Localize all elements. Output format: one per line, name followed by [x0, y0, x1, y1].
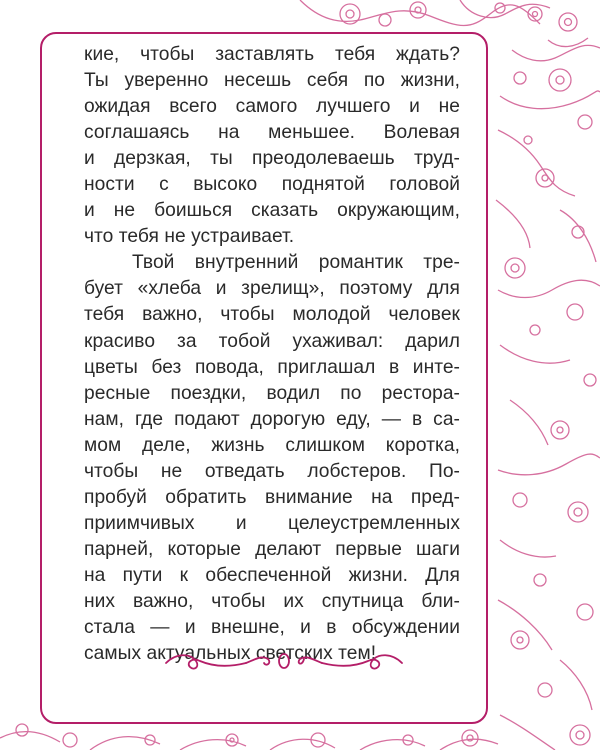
text-line: стала — и внешне, и в обсуждении — [84, 617, 460, 639]
text-line: бует «хлеба и зрелищ», поэтому для — [84, 278, 460, 300]
text-line: них важно, чтобы их спутница бли- — [84, 590, 460, 612]
text-line: красиво за тобой ухаживал: дарил — [84, 330, 460, 352]
text-line: кие, чтобы заставлять тебя ждать? — [84, 44, 460, 65]
text-line: и дерзкая, ты преодолеваешь труд- — [84, 148, 460, 170]
text-line: Твой внутренний романтик тре- — [132, 252, 460, 274]
text-line: и не боишься сказать окружающим, — [84, 200, 460, 222]
text-line: самых актуальных светских тем! — [84, 643, 377, 665]
text-line: тебя важно, чтобы молодой человек — [84, 304, 460, 326]
text-line: что тебя не устраивает. — [84, 226, 295, 248]
text-line: чтобы не отведать лобстеров. По- — [84, 460, 460, 482]
swirl-divider-icon — [160, 645, 408, 675]
text-line: Ты уверенно несешь себя по жизни, — [84, 70, 460, 92]
paragraph — [84, 42, 460, 250]
text-line: парней, которые делают первые шаги — [84, 538, 460, 560]
text-line: ности с высоко поднятой головой — [84, 174, 460, 196]
text-line: ресные поездки, водил по рестора- — [84, 382, 460, 404]
text-line: мом деле, жизнь слишком коротка, — [84, 434, 460, 456]
text-line: соглашаясь на меньшее. Волевая — [84, 122, 460, 144]
body-text — [84, 42, 460, 667]
text-line: цветы без повода, приглашал в инте- — [84, 356, 460, 378]
text-line: пробуй обратить внимание на пред- — [84, 486, 460, 508]
text-line: на пути к обеспеченной жизни. Для — [84, 564, 460, 586]
bottom-ornament-icon — [0, 724, 498, 750]
text-line: ожидая всего самого лучшего и не — [84, 96, 460, 118]
paragraph — [84, 250, 460, 667]
text-line: нам, где подают дорогую еду, — в са- — [84, 408, 460, 430]
text-line: приимчивых и целеустремленных — [84, 512, 460, 534]
